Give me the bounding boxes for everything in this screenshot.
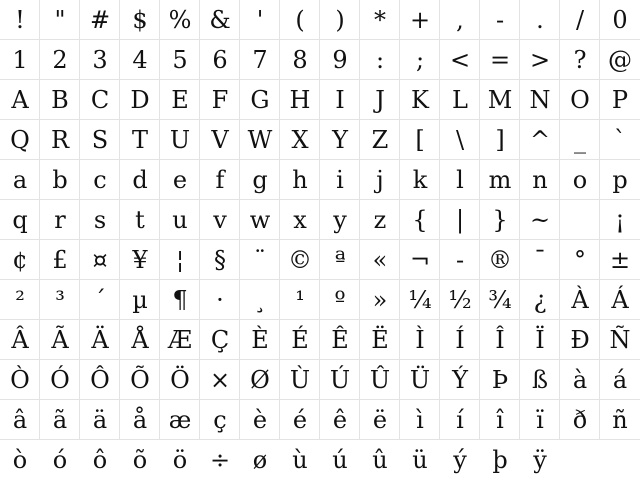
glyph-cell: ô [92, 446, 108, 474]
glyph-cell: © [288, 246, 312, 274]
glyph-cell: 3 [92, 46, 108, 74]
charmap-row [0, 0, 640, 40]
glyph-cell: º [334, 286, 346, 314]
glyph-cell: - [495, 6, 505, 34]
charmap-row [0, 240, 640, 280]
glyph-cell: j [376, 166, 384, 194]
glyph-cell: ¹ [295, 286, 305, 314]
glyph-cell: Ö [170, 366, 190, 394]
glyph-cell: È [251, 326, 269, 354]
glyph-cell: t [135, 206, 145, 234]
glyph-cell: ç [213, 406, 227, 434]
glyph-cell: Ü [409, 366, 431, 394]
glyph-cell: 1 [12, 46, 28, 74]
glyph-cell: * [374, 6, 386, 34]
glyph-cell: k [412, 166, 428, 194]
glyph-cell: Ó [50, 366, 70, 394]
glyph-cell: ± [609, 246, 631, 274]
glyph-cell: ] [495, 126, 505, 154]
glyph-cell: . [536, 6, 544, 34]
charmap-row [0, 400, 640, 440]
glyph-cell: C [90, 86, 110, 114]
glyph-cell: Ý [452, 366, 468, 394]
glyph-cell: ² [15, 286, 25, 314]
glyph-cell: 6 [212, 46, 228, 74]
glyph-cell: m [488, 166, 512, 194]
glyph-cell [600, 440, 640, 480]
glyph-cell: ã [52, 406, 68, 434]
glyph-cell: ÷ [209, 446, 231, 474]
glyph-cell: Ø [250, 366, 270, 394]
glyph-cell: ¦ [175, 246, 185, 274]
glyph-cell: F [211, 86, 229, 114]
glyph-cell: à [572, 366, 588, 394]
glyph-cell: ö [172, 446, 188, 474]
glyph-cell: " [54, 6, 66, 34]
glyph-cell: Ï [535, 326, 545, 354]
glyph-cell: { [412, 206, 428, 234]
glyph-cell: _ [574, 126, 586, 154]
glyph-cell: ñ [612, 406, 628, 434]
glyph-cell: Ê [331, 326, 349, 354]
glyph-cell: Õ [130, 366, 150, 394]
glyph-cell: » [372, 286, 388, 314]
glyph-cell: Í [455, 326, 465, 354]
glyph-cell: ` [614, 126, 626, 154]
glyph-cell: [ [415, 126, 425, 154]
glyph-cell: Å [131, 326, 149, 354]
glyph-cell: # [89, 6, 111, 34]
charmap-row [0, 80, 640, 120]
glyph-cell: ¾ [488, 286, 512, 314]
glyph-cell: V [211, 126, 229, 154]
glyph-cell: Ú [329, 366, 351, 394]
glyph-cell: è [252, 406, 268, 434]
glyph-cell: : [375, 46, 385, 74]
glyph-cell: ë [372, 406, 388, 434]
glyph-cell: ü [412, 446, 428, 474]
glyph-cell [560, 440, 600, 480]
glyph-cell: ( [295, 6, 305, 34]
charmap-row [0, 440, 640, 480]
glyph-cell: ¿ [533, 286, 547, 314]
glyph-cell: c [93, 166, 107, 194]
glyph-cell: n [532, 166, 548, 194]
glyph-cell: l [456, 166, 464, 194]
glyph-cell: ì [416, 406, 424, 434]
glyph-cell: 7 [252, 46, 268, 74]
glyph-cell: % [168, 6, 192, 34]
glyph-cell: ï [536, 406, 544, 434]
glyph-cell: ? [573, 46, 587, 74]
glyph-cell: U [169, 126, 191, 154]
glyph-cell: W [247, 126, 273, 154]
glyph-cell: ~ [529, 206, 551, 234]
glyph-cell: e [172, 166, 188, 194]
glyph-cell: ; [415, 46, 425, 74]
glyph-cell: \ [455, 126, 465, 154]
glyph-cell: M [487, 86, 513, 114]
glyph-cell: B [51, 86, 69, 114]
glyph-cell: < [449, 46, 471, 74]
glyph-cell: L [452, 86, 468, 114]
glyph-cell: w [249, 206, 271, 234]
glyph-cell: 5 [172, 46, 188, 74]
glyph-cell: + [409, 6, 431, 34]
glyph-cell: J [375, 86, 385, 114]
glyph-cell: u [172, 206, 188, 234]
glyph-cell: ¬ [409, 246, 431, 274]
charmap-row [0, 40, 640, 80]
glyph-cell: ª [334, 246, 346, 274]
glyph-cell: A [11, 86, 29, 114]
glyph-cell: « [372, 246, 388, 274]
glyph-cell: ¯ [534, 246, 546, 274]
glyph-cell: Ì [415, 326, 425, 354]
glyph-cell: 9 [332, 46, 348, 74]
glyph-cell: ý [453, 446, 467, 474]
glyph-cell: a [12, 166, 28, 194]
glyph-cell: - [455, 246, 465, 274]
glyph-cell: z [373, 206, 387, 234]
glyph-cell: g [252, 166, 268, 194]
glyph-cell: 8 [292, 46, 308, 74]
glyph-cell: 0 [612, 6, 628, 34]
glyph-cell: ø [252, 446, 268, 474]
glyph-cell: x [293, 206, 307, 234]
glyph-cell: O [570, 86, 590, 114]
charmap-row [0, 320, 640, 360]
glyph-cell: ¥ [132, 246, 148, 274]
glyph-cell: ê [332, 406, 348, 434]
glyph-cell: ^ [529, 126, 551, 154]
glyph-cell: Þ [491, 366, 509, 394]
glyph-cell: ' [256, 6, 264, 34]
glyph-cell: Ñ [609, 326, 631, 354]
glyph-cell: ¸ [254, 286, 266, 314]
glyph-cell: , [456, 6, 464, 34]
glyph-cell: Y [332, 126, 348, 154]
glyph-cell: Ë [371, 326, 389, 354]
glyph-cell: Û [369, 366, 391, 394]
glyph-cell: ò [12, 446, 28, 474]
glyph-cell: D [130, 86, 150, 114]
glyph-cell: Ù [289, 366, 311, 394]
glyph-cell: @ [608, 46, 632, 74]
glyph-cell: q [12, 206, 28, 234]
glyph-cell: ³ [55, 286, 65, 314]
glyph-cell: ¶ [172, 286, 188, 314]
glyph-cell: r [54, 206, 66, 234]
glyph-cell: õ [132, 446, 148, 474]
glyph-cell: Z [371, 126, 389, 154]
glyph-cell: ù [292, 446, 308, 474]
glyph-cell: £ [52, 246, 68, 274]
glyph-cell: Â [11, 326, 29, 354]
glyph-cell: Ä [91, 326, 109, 354]
glyph-cell: î [496, 406, 504, 434]
glyph-cell: ÿ [533, 446, 547, 474]
glyph-cell: K [411, 86, 429, 114]
glyph-cell: × [209, 366, 231, 394]
glyph-cell: ó [52, 446, 68, 474]
glyph-cell: S [91, 126, 109, 154]
glyph-cell: Ç [210, 326, 230, 354]
glyph-cell: ® [488, 246, 512, 274]
glyph-cell: P [611, 86, 629, 114]
glyph-cell: À [571, 286, 589, 314]
glyph-cell: Á [611, 286, 629, 314]
glyph-cell: ú [332, 446, 348, 474]
glyph-cell: ¨ [254, 246, 266, 274]
glyph-cell: ¡ [615, 206, 625, 234]
glyph-cell: X [291, 126, 309, 154]
charmap-row [0, 160, 640, 200]
glyph-cell: ) [335, 6, 345, 34]
glyph-cell: â [12, 406, 28, 434]
charmap-row [0, 360, 640, 400]
glyph-cell: } [492, 206, 508, 234]
glyph-cell: v [213, 206, 227, 234]
glyph-cell [560, 200, 600, 240]
charmap-row [0, 120, 640, 160]
glyph-cell: æ [168, 406, 192, 434]
glyph-cell: h [292, 166, 308, 194]
glyph-cell: b [52, 166, 68, 194]
glyph-cell: ¼ [408, 286, 432, 314]
charmap-row [0, 280, 640, 320]
glyph-cell: á [612, 366, 628, 394]
glyph-cell: ¤ [92, 246, 108, 274]
glyph-cell: = [489, 46, 511, 74]
glyph-cell: ° [574, 246, 586, 274]
glyph-cell: o [572, 166, 588, 194]
glyph-cell: é [292, 406, 308, 434]
glyph-cell: d [132, 166, 148, 194]
glyph-cell: i [336, 166, 344, 194]
glyph-cell: $ [132, 6, 148, 34]
glyph-cell: Æ [167, 326, 193, 354]
glyph-cell: Ð [570, 326, 590, 354]
glyph-cell: ´ [94, 286, 106, 314]
glyph-cell: p [612, 166, 628, 194]
glyph-cell: H [289, 86, 311, 114]
glyph-cell: § [214, 246, 226, 274]
glyph-cell: E [171, 86, 189, 114]
glyph-cell: I [335, 86, 345, 114]
glyph-cell: ä [92, 406, 108, 434]
glyph-cell: & [209, 6, 231, 34]
glyph-cell: R [50, 126, 70, 154]
glyph-cell: f [215, 166, 225, 194]
glyph-cell: ½ [448, 286, 472, 314]
glyph-cell: | [455, 206, 465, 234]
glyph-cell: ! [15, 6, 25, 34]
glyph-cell: µ [132, 286, 148, 314]
glyph-cell: Ã [51, 326, 69, 354]
glyph-cell: · [216, 286, 224, 314]
glyph-cell: ß [531, 366, 549, 394]
glyph-cell: s [93, 206, 107, 234]
glyph-cell: Ô [90, 366, 110, 394]
glyph-cell: 4 [132, 46, 148, 74]
glyph-cell: ð [572, 406, 588, 434]
glyph-cell: N [529, 86, 551, 114]
glyph-cell: / [575, 6, 585, 34]
glyph-cell: Ò [10, 366, 30, 394]
glyph-cell: û [372, 446, 388, 474]
glyph-cell: 2 [52, 46, 68, 74]
glyph-cell: G [250, 86, 270, 114]
glyph-cell: y [333, 206, 347, 234]
glyph-cell: Q [10, 126, 30, 154]
glyph-cell: ¢ [12, 246, 28, 274]
glyph-cell: í [456, 406, 464, 434]
glyph-cell: T [131, 126, 148, 154]
charmap-row [0, 200, 640, 240]
glyph-cell: > [529, 46, 551, 74]
glyph-cell: å [132, 406, 148, 434]
glyph-cell: Î [495, 326, 505, 354]
glyph-cell: É [291, 326, 309, 354]
glyph-cell: þ [492, 446, 508, 474]
